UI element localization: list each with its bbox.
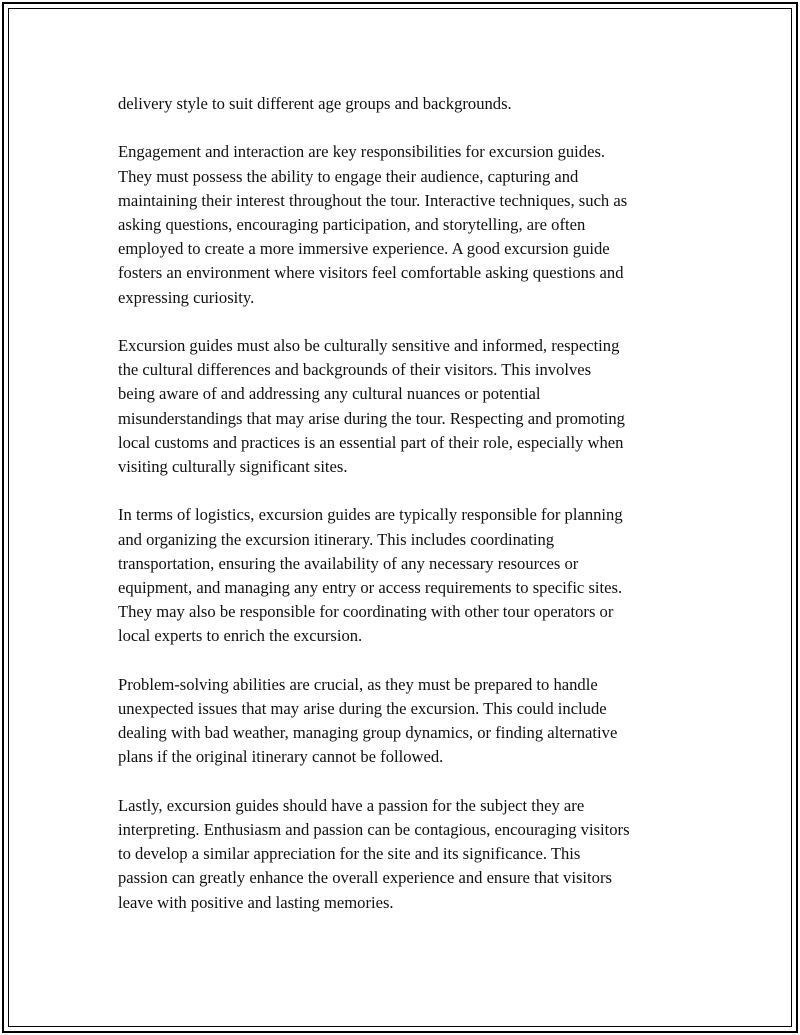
paragraph-logistics: In terms of logistics, excursion guides are typically responsible for planning and organizing the excursion itinerary. This includes coordinating transportation, ensuring the availability of any necessary resources or equipment, and managing any entry or access requirements to specific sites. They may also be responsible for coordinating with other tour operators or local experts to enrich the excursion. (118, 505, 623, 646)
paragraph-passion: Lastly, excursion guides should have a passion for the subject they are interpreting. Enthusiasm and passion can be contagious, encouraging visitors to develop a similar appreciation for the site and its significance. This passion can greatly enhance the overall experience and ensure that visitors leave with positive and lasting memories. (118, 795, 630, 912)
paragraph-problem-solving: Problem-solving abilities are crucial, as they must be prepared to handle unexpected issues that may arise during the excursion. This could include dealing with bad weather, managing group dynamics, or finding alternative plans if the original itinerary cannot be followed. (118, 674, 618, 767)
paragraph-delivery-style: delivery style to suit different age groups and backgrounds. (118, 94, 512, 113)
document-body (118, 92, 698, 939)
paragraph-engagement: Engagement and interaction are key responsibilities for excursion guides. They must possess the ability to engage their audience, capturing and maintaining their interest throughout the tour. Interactive techniques, such as asking questions, encouraging participation, and storytelling, are often employed to create a more immersive experience. A good excursion guide fosters an environment where visitors feel comfortable asking questions and expressing curiosity. (118, 142, 628, 307)
paragraph-cultural-sensitivity: Excursion guides must also be culturally sensitive and informed, respecting the cultural differences and backgrounds of their visitors. This involves being aware of and addressing any cultural nuances or potential misunderstandings that may arise during the tour. Respecting and promoting local customs and practices is an essential part of their role, especially when visiting culturally significant sites. (118, 336, 625, 477)
